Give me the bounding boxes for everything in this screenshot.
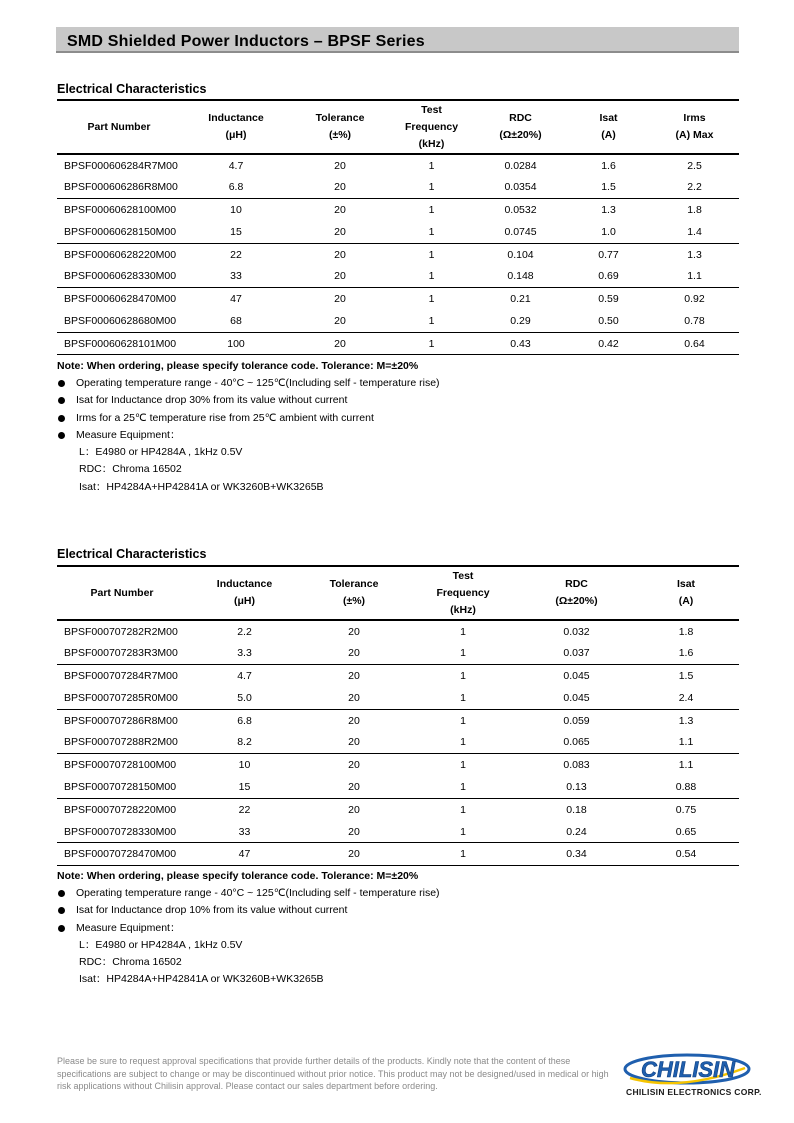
table-cell: 1.6 [678, 647, 694, 660]
part-number-cell: BPSF00060628150M00 [64, 225, 177, 238]
note-bullet [57, 392, 440, 409]
column-header: Tolerance (±%) [329, 578, 379, 607]
column-header: Test Frequency (kHz) [404, 103, 459, 150]
note-bullet [57, 885, 440, 902]
table-cell: 100 [227, 337, 245, 350]
table-cell: 2.2 [687, 181, 702, 194]
table-cell: 20 [334, 181, 346, 194]
table-cell: 1.1 [678, 736, 694, 749]
table-cell: 47 [238, 848, 251, 861]
table-cell: 22 [230, 248, 242, 261]
bullet-icon [58, 907, 65, 914]
table-cell: 0.75 [675, 803, 697, 816]
table-cell: 20 [334, 225, 346, 238]
table-cell: 0.21 [510, 293, 531, 306]
table-row [57, 265, 739, 287]
table-cell: 0.0354 [504, 181, 537, 194]
table-row [57, 288, 739, 310]
section2-notes [57, 868, 440, 989]
bullet-icon [58, 890, 65, 897]
table-cell: 15 [230, 225, 242, 238]
table-cell: 20 [348, 803, 360, 816]
bullet-icon [58, 925, 65, 932]
table-cell: 10 [230, 203, 242, 216]
section2-title: Electrical Characteristics [57, 547, 207, 561]
table-cell: 1.8 [678, 625, 694, 638]
part-number-cell: BPSF00070728330M00 [64, 825, 177, 838]
column-header: RDC (Ω±20%) [555, 578, 598, 607]
table-cell: 0.0532 [504, 203, 537, 216]
equipment-line: RDC：Chroma 16502 [79, 463, 182, 476]
table-cell: 1.3 [687, 248, 702, 261]
section1-notes [57, 358, 440, 496]
table-cell: 20 [348, 714, 360, 727]
table-header-row [57, 100, 739, 154]
column-header: RDC (Ω±20%) [499, 112, 542, 141]
table-cell: 0.65 [675, 825, 697, 838]
note-bullet [57, 902, 440, 919]
table-cell: 4.7 [237, 669, 252, 682]
table-cell: 20 [348, 780, 360, 793]
note-bullet [57, 410, 440, 427]
note-bullet [57, 375, 440, 392]
company-name: CHILISIN ELECTRONICS CORP. [626, 1087, 762, 1097]
table-cell: 1 [460, 714, 466, 727]
part-number-cell: BPSF00060628220M00 [64, 248, 177, 261]
column-header: Tolerance (±%) [315, 112, 365, 141]
table-cell: 0.92 [684, 293, 705, 306]
part-number-cell: BPSF00060628680M00 [64, 314, 177, 327]
bullet-text: Isat for Inductance drop 30% from its value without current [76, 394, 348, 407]
table-cell: 1 [428, 314, 435, 327]
table-row [57, 154, 739, 176]
table-cell: 0.083 [563, 759, 590, 772]
column-header: Test Frequency (kHz) [436, 569, 490, 616]
table-cell: 1 [460, 625, 466, 638]
table-cell: 1 [460, 736, 466, 749]
table-cell: 3.3 [237, 647, 252, 660]
table-row [57, 199, 739, 221]
table-cell: 0.24 [566, 825, 587, 838]
table-cell: 0.54 [675, 848, 697, 861]
table-row [57, 754, 739, 776]
table-cell: 20 [334, 270, 346, 283]
logo-text: CHILISIN [640, 1057, 736, 1082]
table-row [57, 731, 739, 753]
part-number-cell: BPSF00070728100M00 [64, 759, 177, 772]
table-row [57, 821, 739, 843]
table-cell: 0.78 [684, 314, 705, 327]
table-cell: 1 [460, 669, 466, 682]
table-cell: 20 [348, 669, 360, 682]
table-row [57, 310, 739, 332]
table-cell: 1 [460, 848, 466, 861]
table-cell: 33 [238, 825, 251, 838]
table-cell: 1.6 [601, 159, 616, 172]
table-cell: 15 [238, 780, 251, 793]
table-cell: 20 [348, 625, 360, 638]
table-cell: 6.8 [237, 714, 252, 727]
part-number-cell: BPSF00060628101M00 [64, 337, 177, 350]
table-cell: 0.0284 [504, 159, 537, 172]
table-cell: 22 [238, 803, 251, 816]
bullet-text: Operating temperature range - 40°C ~ 125℃(Including self - temperature rise) [76, 377, 440, 389]
page-header-bar [56, 27, 739, 53]
part-number-cell: BPSF000707284R7M00 [64, 669, 178, 682]
table-row [57, 620, 739, 642]
table-cell: 1 [460, 780, 466, 793]
table-cell: 1.8 [687, 203, 702, 216]
table-cell: 1.5 [601, 181, 616, 194]
table-cell: 0.69 [598, 270, 619, 283]
bullet-icon [58, 432, 65, 439]
bullet-icon [58, 397, 65, 404]
table-row [57, 176, 739, 198]
bullet-text: Irms for a 25℃ temperature rise from 25℃ ambient with current [76, 411, 374, 424]
ordering-note: Note: When ordering, please specify tolerance code. Tolerance: M=±20% [57, 360, 419, 372]
table-cell: 5.0 [237, 691, 252, 704]
ordering-note: Note: When ordering, please specify tolerance code. Tolerance: M=±20% [57, 870, 419, 882]
part-number-cell: BPSF000707282R2M00 [64, 625, 178, 638]
bullet-text: Isat for Inductance drop 10% from its value without current [76, 904, 348, 917]
table-cell: 20 [334, 293, 346, 306]
part-number-cell: BPSF000606286R8M00 [64, 181, 178, 194]
table-cell: 47 [230, 293, 242, 306]
table-cell: 0.037 [563, 647, 590, 660]
table-cell: 6.8 [228, 181, 244, 194]
table-cell: 1 [428, 225, 435, 238]
table-cell: 20 [348, 691, 360, 704]
column-header: Inductance (μH) [208, 112, 264, 141]
table-cell: 1 [428, 203, 435, 216]
table-cell: 1 [428, 248, 435, 261]
table-cell: 20 [348, 848, 360, 861]
column-header: Part Number [87, 120, 151, 133]
part-number-cell: BPSF000707288R2M00 [64, 736, 178, 749]
table-cell: 1 [428, 159, 435, 172]
table-cell: 0.88 [675, 780, 697, 793]
table-cell: 20 [348, 759, 360, 772]
table-cell: 0.42 [598, 337, 619, 350]
table-header-row [57, 566, 739, 620]
table-cell: 1 [460, 825, 466, 838]
part-number-cell: BPSF000606284R7M00 [64, 159, 178, 172]
table-cell: 0.77 [598, 248, 619, 261]
table-cell: 20 [334, 337, 346, 350]
table-cell: 0.045 [563, 669, 590, 682]
part-number-cell: BPSF000707286R8M00 [64, 714, 178, 727]
bullet-text: Measure Equipment： [76, 921, 181, 934]
bullet-icon [58, 415, 65, 422]
table-cell: 1.5 [678, 669, 694, 682]
table-cell: 0.13 [566, 780, 587, 793]
bullet-text: Operating temperature range - 40°C ~ 125℃(Including self - temperature rise) [76, 887, 440, 899]
equipment-line: Isat：HP4284A+HP42841A or WK3260B+WK3265B [79, 973, 324, 986]
spec-table-1 [57, 99, 739, 355]
column-header: Isat (A) [599, 112, 618, 141]
table-cell: 0.64 [684, 337, 705, 350]
table-cell: 33 [230, 270, 242, 283]
equipment-line: RDC：Chroma 16502 [79, 956, 182, 969]
part-number-cell: BPSF00060628470M00 [64, 293, 177, 306]
table-cell: 2.5 [687, 159, 702, 172]
table-cell: 1.3 [601, 203, 616, 216]
table-cell: 1 [460, 647, 466, 660]
part-number-cell: BPSF00070728150M00 [64, 780, 177, 793]
table-row [57, 243, 739, 265]
equipment-line: Isat：HP4284A+HP42841A or WK3260B+WK3265B [79, 480, 324, 493]
table-row [57, 642, 739, 664]
table-row [57, 843, 739, 865]
table-cell: 1 [460, 759, 466, 772]
section1-title: Electrical Characteristics [57, 82, 207, 96]
table-cell: 1.1 [678, 759, 694, 772]
table-cell: 20 [348, 736, 360, 749]
table-cell: 0.59 [598, 293, 619, 306]
table-cell: 68 [230, 314, 242, 327]
page-title: SMD Shielded Power Inductors – BPSF Series [67, 33, 425, 50]
part-number-cell: BPSF00070728470M00 [64, 848, 177, 861]
footer-disclaimer: Please be sure to request approval specifications that provide further details of the products. Kindly note that the content of these specifications are subject to change or may be discontinued without prior notice. This product may not be designed/used in medical or high risk applications without Chilisin approval. Please contact our sales department before ordering. [57, 1056, 609, 1091]
table-cell: 2.2 [237, 625, 252, 638]
table-row [57, 665, 739, 687]
table-cell: 4.7 [228, 159, 244, 172]
table-cell: 8.2 [237, 736, 252, 749]
table-cell: 1 [428, 181, 435, 194]
table-cell: 0.059 [563, 714, 590, 727]
column-header: Isat (A) [676, 578, 696, 607]
part-number-cell: BPSF00060628100M00 [64, 203, 177, 216]
table-cell: 20 [334, 159, 346, 172]
table-cell: 2.4 [678, 691, 694, 704]
table-cell: 20 [334, 203, 346, 216]
table-cell: 0.045 [563, 691, 590, 704]
table-cell: 1 [460, 691, 466, 704]
table-cell: 0.065 [563, 736, 590, 749]
equipment-line: L：E4980 or HP4284A , 1kHz 0.5V [79, 446, 243, 459]
table-row [57, 776, 739, 798]
table-row [57, 709, 739, 731]
note-bullet [57, 920, 440, 937]
column-header: Part Number [90, 586, 154, 599]
table-cell: 1.1 [687, 270, 702, 283]
column-header: Irms (A) Max [675, 112, 714, 141]
column-header: Inductance (μH) [216, 578, 273, 607]
table-cell: 1 [428, 270, 435, 283]
table-cell: 0.104 [507, 248, 534, 261]
table-cell: 0.29 [510, 314, 531, 327]
part-number-cell: BPSF00060628330M00 [64, 270, 177, 283]
table-cell: 0.148 [507, 270, 534, 283]
table-cell: 0.50 [598, 314, 619, 327]
part-number-cell: BPSF000707285R0M00 [64, 691, 178, 704]
table-cell: 1.3 [678, 714, 694, 727]
table-cell: 1 [428, 293, 435, 306]
table-cell: 20 [334, 314, 346, 327]
table-cell: 20 [348, 647, 360, 660]
table-cell: 20 [348, 825, 360, 838]
table-cell: 0.032 [563, 625, 590, 638]
table-row [57, 687, 739, 709]
table-row [57, 221, 739, 243]
table-cell: 0.43 [510, 337, 531, 350]
table-row [57, 798, 739, 820]
table-cell: 0.0745 [504, 225, 537, 238]
bullet-text: Measure Equipment： [76, 428, 181, 441]
table-cell: 0.34 [566, 848, 587, 861]
table-cell: 1 [460, 803, 466, 816]
table-row [57, 332, 739, 354]
table-cell: 20 [334, 248, 346, 261]
table-cell: 1.0 [601, 225, 616, 238]
part-number-cell: BPSF000707283R3M00 [64, 647, 178, 660]
equipment-line: L：E4980 or HP4284A , 1kHz 0.5V [79, 938, 243, 951]
spec-table-2 [57, 565, 739, 866]
note-bullet [57, 427, 440, 444]
bullet-icon [58, 380, 65, 387]
table-cell: 1.4 [687, 225, 702, 238]
table-cell: 1 [428, 337, 435, 350]
part-number-cell: BPSF00070728220M00 [64, 803, 177, 816]
table-cell: 0.18 [566, 803, 587, 816]
table-cell: 10 [238, 759, 251, 772]
